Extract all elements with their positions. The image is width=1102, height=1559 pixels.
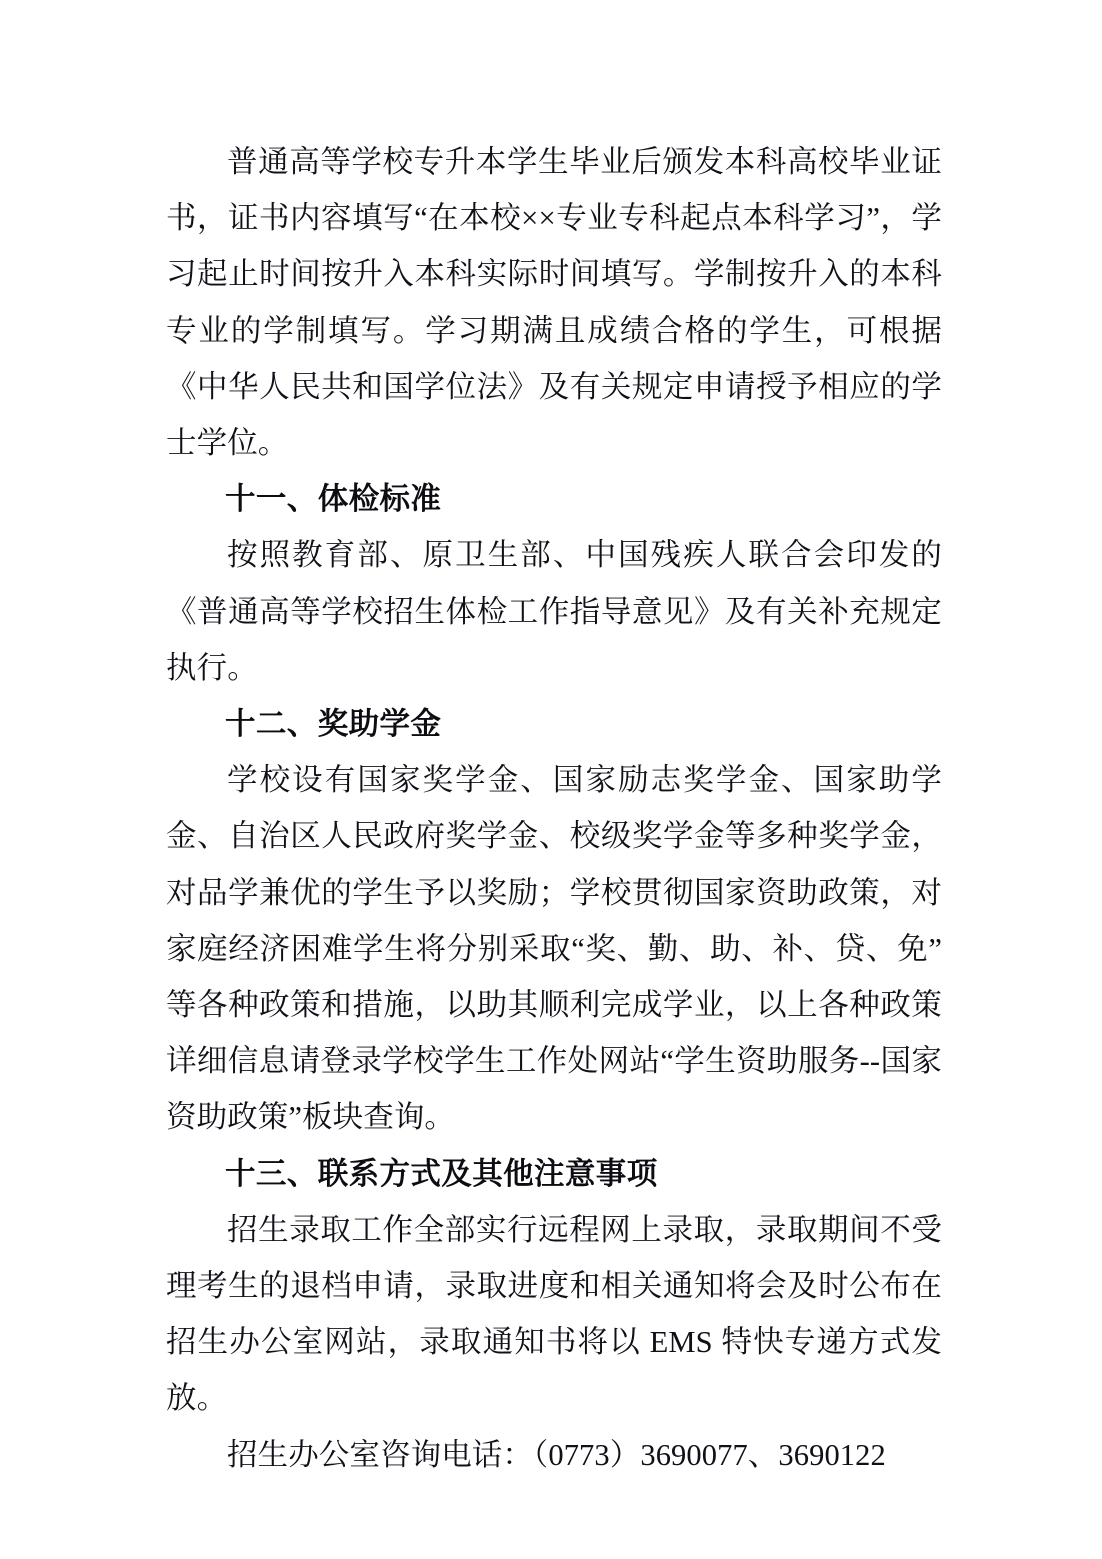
paragraph-contact-phone: 招生办公室咨询电话：（0773）3690077、3690122 (227, 1437, 886, 1472)
document-content-column (166, 134, 942, 1483)
heading-section-thirteen: 十三、联系方式及其他注意事项 (225, 1156, 658, 1191)
paragraph-scholarships: 学校设有国家奖学金、国家励志奖学金、国家助学金、自治区人民政府奖学金、校级奖学金等多种奖学金，对品学兼优的学生予以奖励；学校贯彻国家资助政策，对家庭经济困难学生将分别采取“奖、勤、助、补、贷、免”等各种政策和措施，以助其顺利完成学业，以上各种政策详细信息请登录学校学生工作处网站“学生资助服务--国家资助政策”板块查询。 (166, 763, 942, 1135)
paragraph-diploma: 普通高等学校专升本学生毕业后颁发本科高校毕业证书，证书内容填写“在本校××专业专科起点本科学习”，学习起止时间按升入本科实际时间填写。学制按升入的本科专业的学制填写。学习期满且成绩合格的学生，可根据《中华人民共和国学位法》及有关规定申请授予相应的学士学位。 (166, 145, 942, 461)
heading-section-eleven: 十一、体检标准 (225, 482, 442, 517)
heading-section-twelve: 十二、奖助学金 (225, 707, 442, 742)
paragraph-admission-process: 招生录取工作全部实行远程网上录取，录取期间不受理考生的退档申请，录取进度和相关通知将会及时公布在招生办公室网站，录取通知书将以 EMS 特快专递方式发放。 (166, 1212, 942, 1416)
paragraph-medical-standard: 按照教育部、原卫生部、中国残疾人联合会印发的《普通高等学校招生体检工作指导意见》及有关补充规定执行。 (166, 538, 942, 685)
